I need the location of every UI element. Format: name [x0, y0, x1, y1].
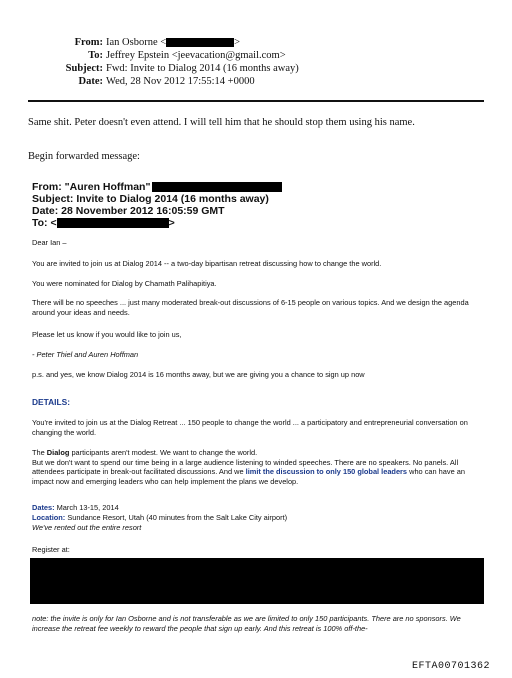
location-value: Sundance Resort, Utah (40 minutes from the Salt Lake City airport): [65, 513, 288, 522]
d3-text-c: who can have an impact now and emerging leaders who can help implement the plans we develop.: [32, 467, 465, 486]
signature: - Peter Thiel and Auren Hoffman: [32, 350, 139, 359]
to-label: To:: [88, 50, 103, 61]
date-value: Wed, 28 Nov 2012 17:55:14 +0000: [106, 76, 255, 87]
details-paragraph-1: You're invited to join us at the Dialog Retreat ... 150 people to change the world ... a participatory and entrepreneurial conversation on changing the world.: [32, 418, 468, 437]
fwd-to: To: <: [32, 217, 57, 229]
header-to-row: [0, 49, 512, 63]
redaction-bar: [152, 182, 282, 192]
paragraph-join: Please let us know if you would like to join us,: [32, 330, 182, 339]
begin-forwarded-label: Begin forwarded message:: [28, 151, 140, 162]
to-value: Jeffrey Epstein <jeevacation@gmail.com>: [106, 50, 286, 61]
d3-limit-highlight: limit the discussion to only 150 global leaders: [245, 467, 408, 477]
dates-value: March 13-15, 2014: [54, 503, 119, 512]
details-line-speeches: [32, 458, 478, 487]
fwd-subject: Subject: Invite to Dialog 2014 (16 months away): [32, 193, 269, 205]
paragraph-nominated: You were nominated for Dialog by Chamath Palihapitiya.: [32, 279, 217, 288]
fwd-to-tail: >: [168, 217, 175, 229]
subject-label: Subject:: [65, 63, 103, 74]
redaction-bar: [57, 218, 169, 228]
redaction-bar: [166, 38, 234, 47]
location-label: Location:: [32, 513, 66, 522]
subject-value: Fwd: Invite to Dialog 2014 (16 months away): [106, 63, 299, 74]
paragraph-no-speeches: There will be no speeches ... just many moderated break-out discussions of 6-15 people on various topics. And we design the agenda around your ideas and needs.: [32, 298, 469, 317]
fwd-from-row: [32, 181, 492, 193]
date-label: Date:: [78, 76, 103, 87]
from-label: From:: [74, 37, 103, 48]
header-subject-row: [0, 62, 512, 76]
dates-label: Dates:: [32, 503, 55, 512]
d2-text-c: participants aren't modest. We want to change the world.: [69, 448, 258, 457]
event-dates: [32, 503, 484, 513]
greeting: Dear Ian –: [32, 238, 67, 247]
header-from-row: [0, 36, 512, 50]
event-location: [32, 513, 484, 523]
paragraph-invite: You are invited to join us at Dialog 2014 -- a two-day bipartisan retreat discussing how to change the world.: [32, 259, 382, 268]
rented-note: We've rented out the entire resort: [32, 523, 142, 532]
message-body: Same shit. Peter doesn't even attend. I will tell him that he should stop them using his name.: [28, 117, 415, 128]
from-value: Ian Osborne <: [106, 37, 167, 48]
header-date-row: [0, 75, 512, 89]
fwd-from: From: "Auren Hoffman": [32, 181, 151, 193]
header-divider: [28, 100, 484, 102]
from-tail: >: [234, 37, 241, 48]
forwarded-header: [32, 181, 492, 229]
fwd-date: Date: 28 November 2012 16:05:59 GMT: [32, 205, 225, 217]
details-line-modest: [32, 448, 478, 458]
redaction-block: [30, 558, 484, 604]
d3-text-a: But we don't want to spend our time being in a large audience listening to winded speeches. There are no speakers. No panels. All attendees participate in break-out facilitated discussions. And we: [32, 457, 459, 477]
d2-dialog: Dialog: [46, 448, 70, 457]
details-heading: DETAILS:: [32, 397, 70, 407]
closing-note: note: the invite is only for Ian Osborne and is not transferable as we are limited to only 150 participants. There are no sponsors. We increase the retreat fee weekly to reward the people that sign up early. And this retreat is 100% off-the-: [32, 614, 461, 633]
register-label: Register at:: [32, 545, 70, 554]
d2-text-a: The: [32, 448, 47, 457]
postscript: p.s. and yes, we know Dialog 2014 is 16 months away, but we are giving you a chance to sign up now: [32, 370, 365, 379]
bates-number: EFTA00701362: [411, 661, 490, 672]
fwd-to-row: [32, 217, 492, 229]
details-paragraph-2: [32, 448, 478, 486]
